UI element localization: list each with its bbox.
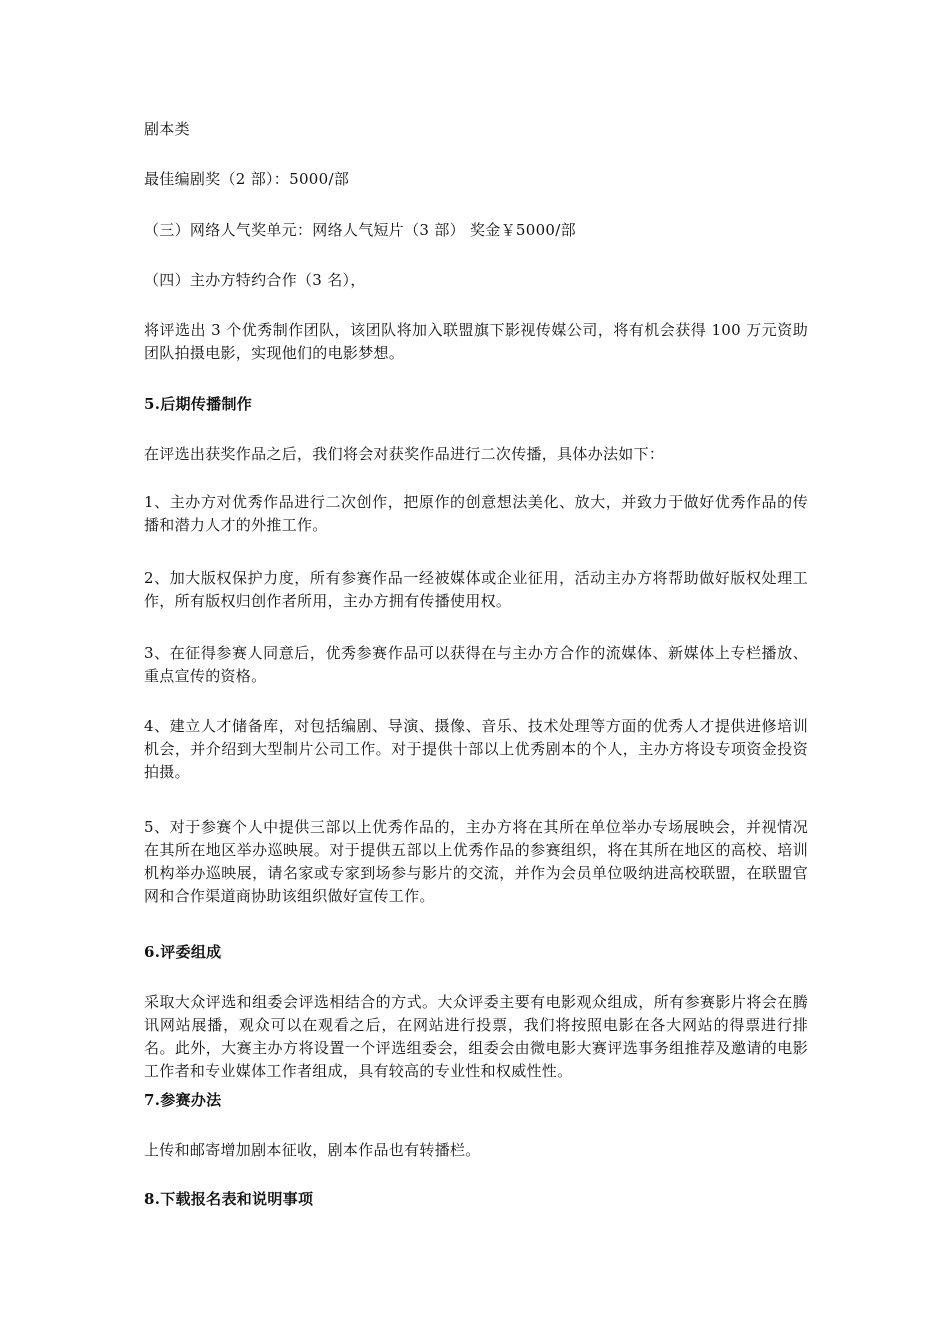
list-item-4: 4、建立人才储备库，对包括编剧、导演、摄像、音乐、技术处理等方面的优秀人才提供进修培训机会，并介绍到大型制片公司工作。对于提供十部以上优秀剧本的个人，主办方将设专项资金投资拍摄。 xyxy=(144,717,808,781)
paragraph-best-screenplay: 最佳编剧奖（2 部）：5000/部 xyxy=(144,170,350,188)
paragraph-distribution-intro: 在评选出获奖作品之后，我们将会对获奖作品进行二次传播，具体办法如下： xyxy=(144,445,665,463)
heading-post-distribution: 5.后期传播制作 xyxy=(144,395,253,413)
list-item-2: 2、加大版权保护力度，所有参赛作品一经被媒体或企业征用，活动主办方将帮助做好版权处理工作，所有版权归创作者所用，主办方拥有传播使用权。 xyxy=(144,569,808,610)
paragraph-special-cooperation: （四）主办方特约合作（3 名）， xyxy=(144,271,366,289)
paragraph-participation: 上传和邮寄增加剧本征收，剧本作品也有转播栏。 xyxy=(144,1141,481,1159)
heading-judges: 6.评委组成 xyxy=(144,943,222,961)
paragraph-popularity-award: （三）网络人气奖单元：网络人气短片（3 部） 奖金￥5000/部 xyxy=(144,221,576,239)
heading-participation: 7.参赛办法 xyxy=(144,1091,222,1109)
paragraph-category: 剧本类 xyxy=(144,120,190,138)
list-item-1: 1、主办方对优秀作品进行二次创作，把原作的创意想法美化、放大，并致力于做好优秀作品的传播和潜力人才的外推工作。 xyxy=(144,493,808,534)
list-item-5: 5、对于参赛个人中提供三部以上优秀作品的，主办方将在其所在单位举办专场展映会，并视情况在其所在地区举办巡映展。对于提供五部以上优秀作品的参赛组织，将在其所在地区的高校、培训机构举办巡映展，请名家或专家到场参与影片的交流，并作为会员单位吸纳进高校联盟，在联盟官网和合作渠道商协助该组织做好宣传工作。 xyxy=(144,818,808,905)
list-item-3: 3、在征得参赛人同意后，优秀参赛作品可以获得在与主办方合作的流媒体、新媒体上专栏播放、重点宣传的资格。 xyxy=(144,644,808,685)
heading-download: 8.下载报名表和说明事项 xyxy=(144,1190,314,1208)
paragraph-team-selection: 将评选出 3 个优秀制作团队，该团队将加入联盟旗下影视传媒公司，将有机会获得 100 万元资助团队拍摄电影，实现他们的电影梦想。 xyxy=(144,321,808,362)
paragraph-judges: 采取大众评选和组委会评选相结合的方式。大众评委主要有电影观众组成，所有参赛影片将会在腾讯网站展播，观众可以在观看之后，在网站进行投票，我们将按照电影在各大网站的得票进行排名。此外，大赛主办方将设置一个评选组委会，组委会由微电影大赛评选事务组推荐及邀请的电影工作者和专业媒体工作者组成，具有较高的专业性和权威性性。 xyxy=(144,993,808,1080)
